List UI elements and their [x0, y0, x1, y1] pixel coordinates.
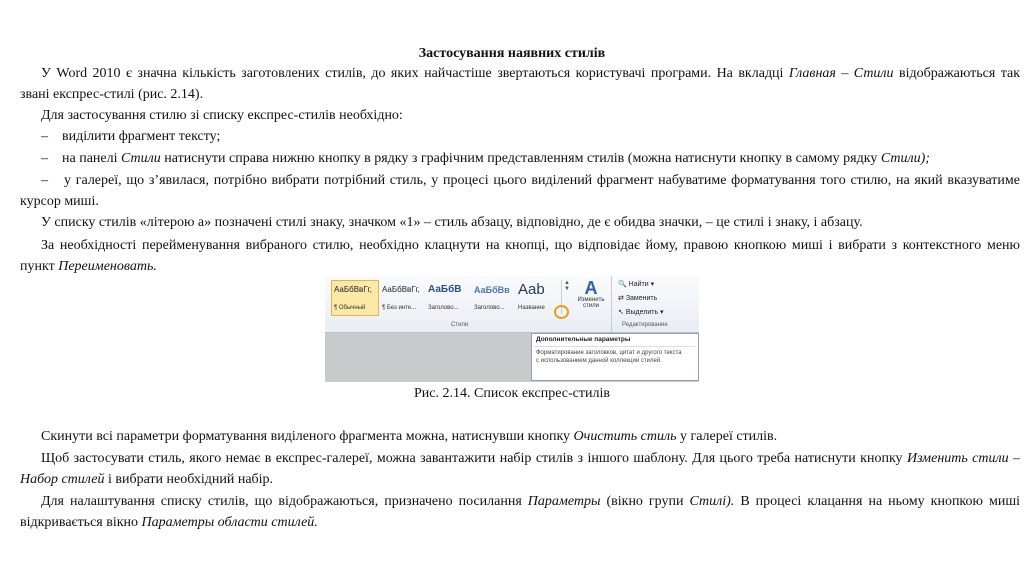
style-sample: АаБбВв — [474, 285, 510, 295]
ribbon-styles-group — [325, 276, 699, 333]
style-sample: АаБбВвГг, — [334, 285, 372, 294]
replace-button[interactable]: ⇄ Заменить — [618, 295, 658, 302]
change-styles-button[interactable] — [575, 279, 607, 317]
find-label: Найти — [628, 281, 649, 288]
section-heading: Застосування наявних стилів — [418, 46, 606, 61]
replace-label: Заменить — [625, 295, 658, 302]
paragraph-1-line-1: У Word 2010 є значна кількість заготовлених стилів, до яких найчастіше звертаються користувачі програми. На вкладці Главная – Стили відображаються так — [41, 66, 1021, 81]
paragraph-3: У списку стилів «літерою а» позначені стилі знаку, значком «1» – стиль абзацу, відповідно, де є обидва значки, – це стилі і знаку, і абзацу. — [41, 215, 863, 230]
paragraph-1-line-2: звані експрес-стилі (рис. 2.14). — [20, 87, 204, 102]
find-button[interactable]: 🔍 Найти ▾ — [618, 281, 655, 288]
styles-ribbon-figure — [325, 276, 699, 382]
scroll-up-icon[interactable]: ▲ — [564, 280, 570, 286]
style-name: Заголово... — [428, 305, 459, 311]
bullet-dash: – — [41, 173, 48, 188]
styles-group-label: Стили — [451, 322, 469, 328]
paragraph-2: Для застосування стилю зі списку експрес-стилів необхідно: — [41, 108, 403, 123]
bullet-3-line-1: у галереї, що з’явилася, потрібно вибрати потрібний стиль, у процесі цього виділений фрагмент набуватиме форматування того стилю, на який вказуватиме — [64, 173, 1020, 188]
style-no-spacing[interactable] — [379, 280, 427, 316]
editing-group-label: Редактирование — [622, 322, 668, 328]
style-normal[interactable] — [331, 280, 379, 316]
paragraph-7-line-2: відкривається вікно Параметры области стилей. — [20, 515, 318, 530]
bullet-dash: – — [41, 151, 48, 166]
select-label: Выделить — [625, 309, 659, 316]
tooltip-divider — [534, 346, 696, 347]
tooltip-text: Форматирование заголовков, цитат и другого текста с использованием данной коллекции стилей. — [536, 350, 682, 364]
bullet-dash: – — [41, 129, 48, 144]
style-heading-1[interactable] — [425, 280, 473, 316]
paragraph-6-line-2: Набор стилей і вибрати необхідний набір. — [20, 472, 274, 487]
style-heading-2[interactable] — [471, 280, 519, 316]
paragraph-4-line-2: пункт Переименовать. — [20, 259, 157, 274]
bullet-3-line-2: курсор миші. — [20, 194, 99, 209]
more-styles-highlight-circle[interactable] — [554, 305, 569, 319]
scroll-down-icon[interactable]: ▼ — [564, 286, 570, 292]
paragraph-7-line-1: Для налаштування списку стилів, що відображаються, призначено посилання Параметры (вікно групи Стилі). В процесі клацання на ньому кнопкою миші — [41, 494, 1021, 509]
figure-caption: Рис. 2.14. Список експрес-стилів — [414, 386, 610, 401]
select-button[interactable]: ↖ Выделить ▾ — [618, 309, 664, 316]
bullet-1: виділити фрагмент тексту; — [62, 129, 221, 144]
tooltip-title: Дополнительные параметры — [536, 336, 631, 343]
bullet-2: на панелі Стили натиснути справа нижню кнопку в рядку з графічним представленням стилів (можна натиснути кнопку в самому рядку Стили); — [62, 151, 930, 166]
style-sample: АаБбВвГг, — [382, 285, 420, 294]
style-name: Название — [518, 305, 545, 311]
change-styles-icon: A — [584, 278, 598, 298]
style-sample: Aab — [518, 281, 545, 298]
change-styles-label: Изменить стили — [577, 297, 605, 309]
style-name: ¶ Без инте... — [382, 305, 417, 311]
editing-group — [611, 276, 692, 332]
paragraph-6-line-1: Щоб застосувати стиль, якого немає в експрес-галереї, можна завантажити набір стилів з іншого шаблону. Для цього треба натиснути кнопку Изменить стили – — [41, 451, 1020, 466]
paragraph-4-line-1: За необхідності перейменування вибраного стилю, необхідно клацнути на кнопці, що відповідає йому, правою кнопкою миші і вибрати з контекстного меню — [41, 238, 1020, 253]
style-sample: АаБбВ — [428, 284, 462, 295]
more-options-tooltip — [531, 333, 699, 381]
style-name: Заголово... — [474, 305, 505, 311]
style-name: ¶ Обычный — [334, 305, 366, 311]
paragraph-5: Скинути всі параметри форматування виділеного фрагмента можна, натиснувши кнопку Очистить стиль у галереї стилів. — [41, 429, 778, 444]
